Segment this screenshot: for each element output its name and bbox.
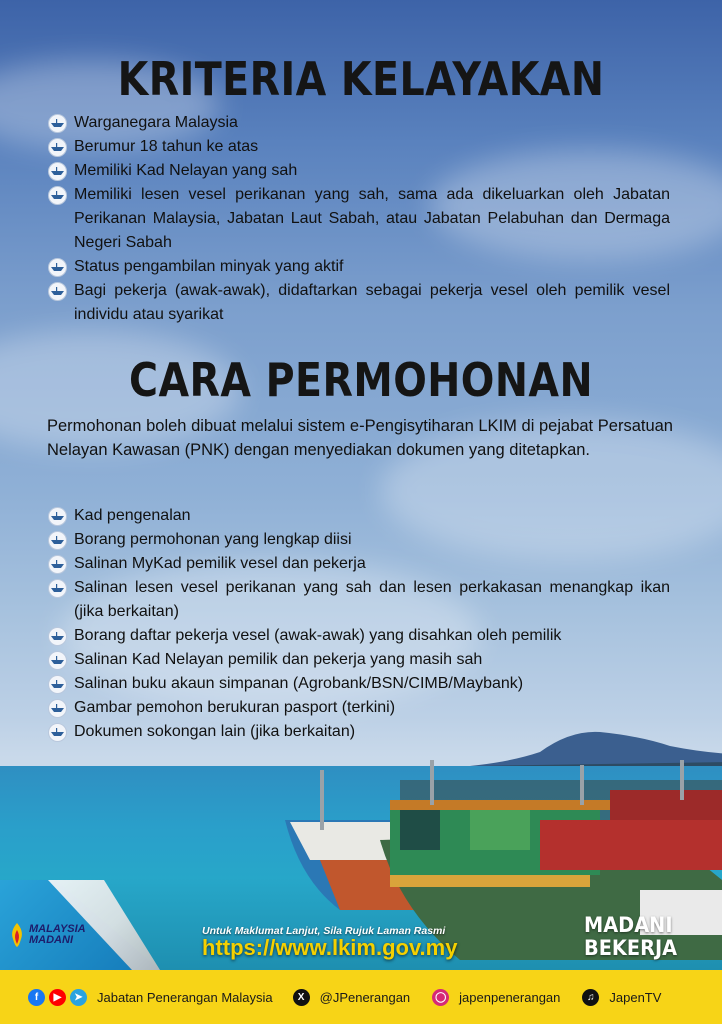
jpm-social-group <box>28 989 273 1006</box>
instagram-icon[interactable]: ◯ <box>432 989 449 1006</box>
list-item: Salinan MyKad pemilik vesel dan pekerja <box>48 552 670 576</box>
boat-bullet-icon <box>48 651 67 670</box>
boat-bullet-icon <box>48 507 67 526</box>
boat-bullet-icon <box>48 162 67 181</box>
instagram-group <box>432 989 560 1006</box>
criteria-title: KRITERIA KELAYAKAN <box>117 52 605 106</box>
instagram-handle: japenpenerangan <box>459 989 561 1005</box>
list-item: Bagi pekerja (awak-awak), didaftarkan sebagai pekerja vesel oleh pemilik vesel individu atau syarikat <box>48 279 670 327</box>
youtube-icon[interactable]: ▶ <box>49 989 66 1006</box>
list-item: Kad pengenalan <box>48 504 670 528</box>
documents-list <box>48 504 670 744</box>
x-icon[interactable]: X <box>293 989 310 1006</box>
tiktok-icon[interactable]: ♫ <box>582 989 599 1006</box>
criteria-list <box>48 111 670 327</box>
boat-bullet-icon <box>48 282 67 301</box>
list-item: Borang permohonan yang lengkap diisi <box>48 528 670 552</box>
boat-bullet-icon <box>48 555 67 574</box>
facebook-icon[interactable]: f <box>28 989 45 1006</box>
madani-flame-icon <box>8 922 26 948</box>
boat-bullet-icon <box>48 531 67 550</box>
boat-bullet-icon <box>48 579 67 598</box>
boat-bullet-icon <box>48 114 67 133</box>
list-item: Dokumen sokongan lain (jika berkaitan) <box>48 720 670 744</box>
list-item: Memiliki lesen vesel perikanan yang sah, sama ada dikeluarkan oleh Jabatan Perikanan Malaysia, Jabatan Laut Sabah, atau Jabatan Pelabuhan dan Dermaga Negeri Sabah <box>48 183 670 255</box>
list-item: Berumur 18 tahun ke atas <box>48 135 670 159</box>
list-item: Memiliki Kad Nelayan yang sah <box>48 159 670 183</box>
boat-bullet-icon <box>48 699 67 718</box>
application-title: CARA PERMOHONAN <box>128 353 593 407</box>
boat-bullet-icon <box>48 723 67 742</box>
list-item: Status pengambilan minyak yang aktif <box>48 255 670 279</box>
agency-name: Jabatan Penerangan Malaysia <box>97 989 273 1005</box>
x-group <box>293 989 411 1006</box>
list-item: Salinan buku akaun simpanan (Agrobank/BSN/CIMB/Maybank) <box>48 672 670 696</box>
list-item: Gambar pemohon berukuran pasport (terkini) <box>48 696 670 720</box>
madani-bekerja-logo: MADANI BEKERJA <box>584 913 678 960</box>
social-footer <box>0 970 722 1024</box>
telegram-icon[interactable]: ➤ <box>70 989 87 1006</box>
tiktok-group <box>582 989 661 1006</box>
boat-bullet-icon <box>48 258 67 277</box>
list-item: Borang daftar pekerja vesel (awak-awak) yang disahkan oleh pemilik <box>48 624 670 648</box>
website-link[interactable]: https://www.lkim.gov.my <box>202 935 458 960</box>
boat-bullet-icon <box>48 186 67 205</box>
boat-bullet-icon <box>48 675 67 694</box>
application-intro: Permohonan boleh dibuat melalui sistem e-Pengisytiharan LKIM di pejabat Persatuan Nelayan Kawasan (PNK) dengan menyediakan dokumen yang ditetapkan. <box>47 417 673 459</box>
tiktok-handle: JapenTV <box>609 989 662 1005</box>
boat-bullet-icon <box>48 627 67 646</box>
malaysia-madani-logo: MALAYSIA MADANI <box>8 922 86 948</box>
info-label: Untuk Maklumat Lanjut, Sila Rujuk Laman Rasmi <box>202 925 446 937</box>
list-item: Salinan Kad Nelayan pemilik dan pekerja yang masih sah <box>48 648 670 672</box>
x-handle: @JPenerangan <box>319 989 411 1005</box>
list-item: Warganegara Malaysia <box>48 111 670 135</box>
boat-bullet-icon <box>48 138 67 157</box>
list-item: Salinan lesen vesel perikanan yang sah dan lesen perkakasan menangkap ikan (jika berkaitan) <box>48 576 670 624</box>
